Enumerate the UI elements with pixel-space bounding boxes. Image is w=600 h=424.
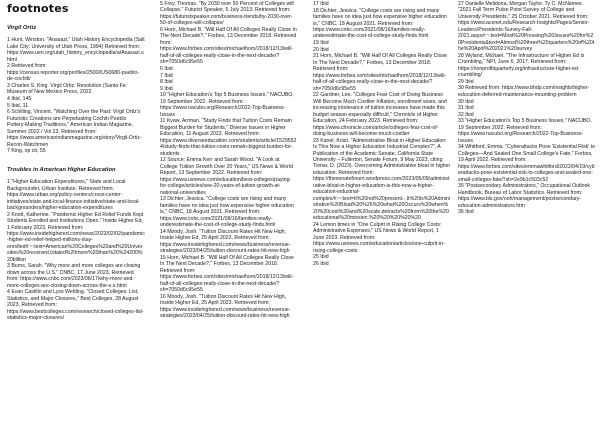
footnote: 35 "Postsecondary Administrators," Occupational Outlook Handbook, Bureau of Labor Statistics. Retrieved from: https://www.bls.gov/ooh/management/postsecondary-education-administrators.htm [458,183,590,209]
footnote: 27 Danielle Melidona, Morgan Taylor, Ty C. McNamee. "2021 Fall Term Pulse Point Survey of College and University Presidents," 25 October 2021. Retrieved from: https://www.acenet.edu/Research-Insights/Pages/Senior-Leaders/Presidents-Survey-Fall-2021.aspx#:~:text=Most%20Pressing%20Issues%20for%20Presidents&text=Almost%20three%20quarters%20of%20the%20April%202021%20survey [458,1,595,53]
footnote: 25 Ibid [313,254,329,261]
footnote: 15 Horn, Michael B. "Will Half Of All Colleges Really Close In The Next Decade?," Forbes, 13 December 2018. Retrieved from: https://www.forbes.com/sites/michaelhorn/2018/12/13/will-half-of-all-colleges-really-close-in-the-next-decade/?sh=7050d6c95e55 [160,254,294,293]
footnote: 12 Source: Emma Kerr and Sarah Wood. "A Look at College Tuition Growth Over 20 Years," US News & World Report, 13 September 2022. Retrieved from: https://www.usnews.com/education/best-colleges/paying-for-college/articles/see-20-years-of-tuition-growth-at-national-universities [160,157,293,196]
footnote: 21 Horn, Michael B. "Will Half Of All Colleges Really Close In The Next Decade?," Forbes, 13 December 2018. Retrieved from: https://www.forbes.com/sites/michaelhorn/2018/12/13/will-half-of-all-colleges-really-close-in-the-next-decade/?sh=7050d6c95e55 [313,53,447,92]
section-heading-troubles-higher-ed: Troubles in American Higher Education [7,166,116,173]
footnote: 24 Lemon times in "One Culprit in Rising College Costs: Administrative Expenses," US News & World Report, 1 June 2023. Retrieved from: https://www.usnews.com/education/articles/one-culprit-in-rising-college-costs [313,221,445,254]
footnote: 32 Ibid [458,111,474,118]
section-heading-virgil-ortiz: Virgil Ortiz [7,25,37,31]
footnote: 26 Ibid [313,260,329,267]
footnote: 2 Retrieved from: https://census.reporter.org/profiles/25000US0680-pueblo-de-cochiti/ [7,63,140,83]
footnote: 14 Moody, Josh. "Tuition Discount Rates Hit New High, Inside Higher Ed, 25 April 2023. Retrieved from: https://www.insidehighered.com/news/business/revenue-strategies/2023/04/25/tuition-discount-rates-hit-new-high [160,228,291,255]
footnote: 3 Charles S. King. Virgil Ortiz: Revolution (Santa Fe: Museum of New Mexico Press, 2022 [7,83,128,96]
footnote: 22 Gardner, Lee. "Colleges Fear Cost of Doing Business Will Become Much Costlier Inflation, enrollment woes, and increasing intolerance of tuition increases have made this budget season especially difficult," Chronicle of Higher Education, 24 February 2023. Retrieved from: https://www.chronicle.com/article/colleges-fear-cost-of-doing-business-will-become-much-costlier [313,92,447,137]
footnote-column-2 [160,1,298,423]
footnote: 6 Ibid [160,65,173,72]
footnote: 17 Ibid [313,1,329,7]
footnote: 6 Horn, Michael B. "Will Half Of All Colleges Really Close In The Next Decade?," Forbes, 13 December 2018. Retrieved from: https://www.forbes.com/sites/michaelhorn/2018/12/13/will-half-of-all-colleges-really-close-in-the-next-decade/?sh=7050d6c95e55 [160,27,297,66]
footnote: 4 Evan Castillo and Lyss Welding. "Closed Colleges: List, Statistics, and Major Closures," Best Colleges, 28 August 2023. Retrieved from: https://www.bestcolleges.com/research/closed-colleges-list-statistics-major-closures/ [7,289,144,322]
footnote: 3 Burns, Sarah. "Why more and more colleges are closing down across the U.S." CNBC, 17 June 2023. Retrieved from: https://www.cnbc.com/2023/06/17/why-more-and-more-colleges-are-closing-down-across-the-u.s.html [7,263,141,289]
footnote: 31 Ibid [458,105,474,112]
footnote: 30 Ibid [458,98,474,105]
footnote: 16 Moody, Josh. "Tuition Discount Rates Hit New High, Inside Higher Ed, 25 April 2023. Retrieved from: https://www.insidehighered.com/news/business/revenue-strategies/2023/04/25/tuition-discount-rates-hit-new-high [160,293,291,319]
footnote: 33 "Higher Education's Top 5 Business Issues," NACUBO, 19 September 2022. Retrieved from: https://www.nacubo.org/Research/2022-Top-Business-Issues [458,118,592,144]
footnote: 23 Kanel, Kristi. "Administrative Bloat in Higher Education: Is This Now a Higher Education Industrial Complex?", A Publication of the Academic Senate, California State University – Fullerton, Senate Forum, 9 May 2023, citing Tomar, D. (2023). Overcoming Administrative bloat in higher education. Retrieved from: https://thesenateforum.wordpress.com/2023/05/09/administrative-bloat-in-higher-education-is-this-now-a-higher-education-industrial-complex/#:~:text=It%20not%20present.-,It%20is%20Administrative%20Bloat%20%26%20what%20Occurs%20when%20%20cost%20and%20scale,detracts%20from%20the%20educational%20mission.%20%20%20%20%20 [313,137,451,222]
footnote: 6 Schilling, Vincent. "Watching Over the Past: Virgil Ortiz's Futuristic Creations are Perpetuating Cochiti Pueblo Pottery-Making Traditions," American Indian Magazine, Summer 2022 / Vol 23. Retrieved from: https://www.americanindianmagazine.org/story/Virgil-Ortiz-Recon-Watchmen [7,109,142,148]
footnote: 9 Ibid [160,85,173,92]
footnote: 13 Dichter, Jessica. "College costs are rising and many families have no idea just how expensive higher education is," CNBC, 18 August 2021. Retrieved from: https://www.cnbc.com/2021/08/16/families-really-underestimate-the-cost-of-college-study-finds.html [160,196,294,229]
footnote: 1 "Higher Education Expenditures," State and Local Backgrounder, Urban Institute. Retrieved from: https://www.urban.org/policy-centers/cross-center-initiatives/state-and-local-finance-initiative/state-and-local-backgrounders/higher-education-expenditures [7,179,140,211]
footnote: 18 Dichter, Jessica. "College costs are rising and many families have no idea just how expensive higher education is," CNBC, 18 August 2021. Retrieved from: https://www.cnbc.com/2021/08/16/families-really-underestimate-the-cost-of-college-study-finds.html [313,7,447,40]
footnote: 7 Ibid [160,72,173,79]
footnote: 11 Kyaw, Arrman. "Study Finds that Tuition Costs Remain Biggest Burden for Students," Diverse Issues in Higher Education, 11 August 2022. Retrieved from: https://www.diverseeducation.com/students/article/15295524/study-finds-that-tuition-costs-remain-biggest-burden-for-students [160,118,297,157]
footnote: 28 Wyland, Michael. "The Infrastructure of Higher Ed is Crumbling," NPI, June 6, 2017. Retrieved from: https://nonprofitquarterly.org/infrastructure-higher-ed-crumbling/ [458,52,585,79]
footnote: 36 Ibid [458,209,474,216]
footnote-column-4 [458,1,596,423]
footnote: 1 Hunt, Winston. "Anasazi," Utah History Encyclopedia (Salt Lake City: University of Utah Press, 1994) Retrieved from: https://www.uen.org/utah_history_encyclopedia/a/Anasazi.shtml [7,37,145,63]
footnote: 5 Ibid, 11 [7,102,28,109]
footnote: 7 King, op cit, 55 [7,148,46,155]
page-title: footnotes [7,2,69,15]
footnote: 34 Whitford, Emma. "Cyberattacks Pose 'Existential Risk' to Colleges—And Sealed One Small College's Fate," Forbes, 19 April 2022. Retrieved from: https://www.forbes.com/sites/emmawhitford/2022/04/19/cyberattacks-pose-existential-risk-to-colleges-and-sealed-one-small-colleges-fate/?sh=2e9b1c503c52 [458,144,596,183]
footnote: 8 Ibid [160,79,173,86]
footnote: 10 "Higher Education's Top 5 Business Issues," NACUBO, 19 September 2022. Retrieved from: https://www.nacubo.org/Research/2022-Top-Business-Issues [160,92,294,118]
footnote: 30 Retrieved from: https://www.bhdp.com/insights/higher-education-deferred-maintenance-mounting-problem [458,85,590,98]
footnote: 29 Ibid [458,78,474,85]
footnote: 2 Knott, Katherine. "Pandemic Higher Ed Relief Funds Kept Students Enrolled and Institutions Open," Inside Higher Ed, 1 February 2023. Retrieved from: https://www.insidehighered.com/news/2023/02/02/pandemic-higher-ed-relief-helped-millions-stay-enrolled#:~:text=American%20Colleges%20and%20Universities%20received,totaled%20more%20than%20%24200%20billion [7,211,145,263]
footnote: 20 Ibid [313,46,329,53]
footnote: 19 Ibid [313,40,329,47]
footnote-column-1 [7,25,145,423]
footnote: 4 Ibid, 145 [7,96,32,103]
footnote: 5 Frey, Thomas. "By 2030 over 50 Percent of Colleges will Collapse," Futurist Speaker, 5 July 2013. Retrieved from: https://futuristspeaker.com/business-trends/by-2030-over-50-of-colleges-will-collapse/ [160,1,294,27]
footnote-column-3 [313,1,451,423]
